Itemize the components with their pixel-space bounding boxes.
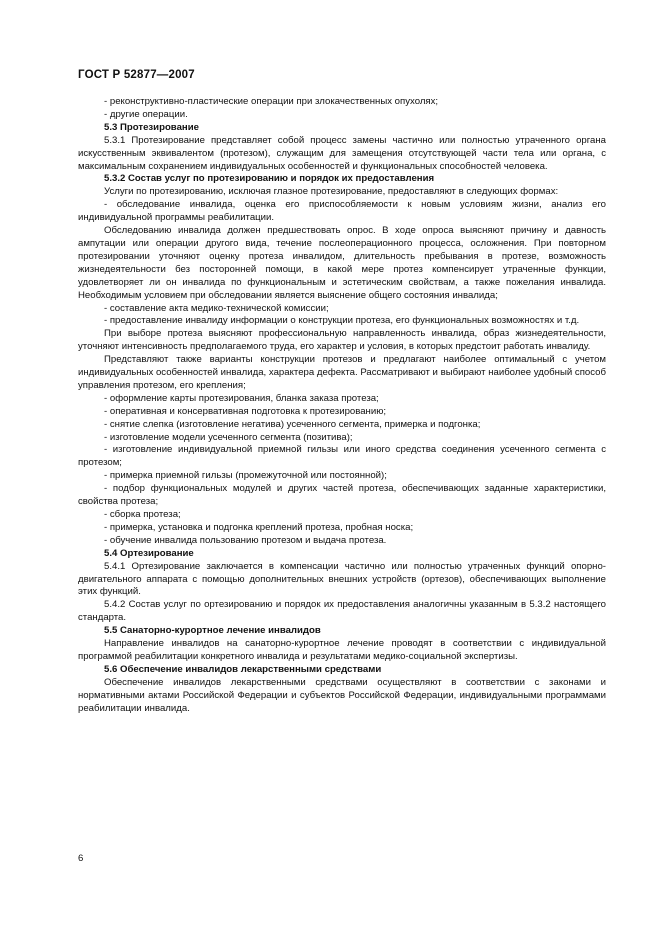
paragraph: - снятие слепка (изготовление негатива) усеченного сегмента, примерка и подгонка; xyxy=(104,418,481,430)
paragraph: - изготовление модели усеченного сегмента (позитива); xyxy=(104,431,353,443)
paragraph: Направление инвалидов на санаторно-курортное лечение проводят в соответствии с индивидуальной программой реабилитации конкретного инвалида и результатами медико-социальной экспертизы. xyxy=(78,638,606,662)
paragraph: Обеспечение инвалидов лекарственными средствами осуществляют в соответствии с законами и нормативными актами Российской Федерации и субъектов Российской Федерации, индивидуальными программами реабилитации инвалида. xyxy=(78,676,606,714)
paragraph: - другие операции. xyxy=(104,108,188,120)
section-heading: 5.3.2 Состав услуг по протезированию и порядок их предоставления xyxy=(104,173,435,185)
section-heading: 5.4 Ортезирование xyxy=(104,547,194,559)
paragraph: При выборе протеза выясняют профессиональную направленность инвалида, образ жизнедеятельности, уточняют интенсивность предполагаемого труда, его характер и условия, в которых предстоит работать инвалиду. xyxy=(78,328,606,353)
section-heading: 5.5 Санаторно-курортное лечение инвалидов xyxy=(104,625,321,637)
paragraph: 5.4.1 Ортезирование заключается в компенсации частично или полностью утраченных функций опорно-двигательного аппарата с помощью дополнительных внешних устройств (ортезов), обеспечивающих выполнение этих функций. xyxy=(78,560,606,598)
paragraph: - составление акта медико-технической комиссии; xyxy=(104,302,329,314)
paragraph: Услуги по протезированию, исключая глазное протезирование, предоставляют в следующих формах: xyxy=(104,186,559,198)
paragraph: - обучение инвалида пользованию протезом и выдача протеза. xyxy=(104,534,387,546)
paragraph: Обследованию инвалида должен предшествовать опрос. В ходе опроса выясняют причину и давность ампутации или операции другого вида, течение послеоперационного процесса, осложнения. При повторном протезировании уточняют оценку протеза инвалидом, длительность пребывания в протезе, возможность жизнедеятельности без посторонней помощи, в какой мере протез компенсирует утраченные функции, удовлетворяет ли он инвалида по функциональным и эстетическим свойствам, а также пожелания инвалида. Необходимым условием при обследовании является выяснение общего состояния инвалида; xyxy=(78,225,606,301)
paragraph: 5.4.2 Состав услуг по ортезированию и порядок их предоставления аналогичны указанным в 5.3.2 настоящего стандарта. xyxy=(78,599,606,624)
document-header: ГОСТ Р 52877—2007 xyxy=(78,69,195,81)
section-heading: 5.3 Протезирование xyxy=(104,121,199,133)
paragraph: - примерка приемной гильзы (промежуточной или постоянной); xyxy=(104,470,387,482)
section-heading: 5.6 Обеспечение инвалидов лекарственными средствами xyxy=(104,663,382,675)
document-body xyxy=(78,96,606,716)
paragraph: 5.3.1 Протезирование представляет собой процесс замены частично или полностью утраченного органа искусственным эквивалентом (протезом), служащим для замещения отсутствующей части тела или органа, с максимальным сохранением индивидуальных особенностей и функциональных способностей человека. xyxy=(78,134,606,172)
paragraph: - подбор функциональных модулей и других частей протеза, обеспечивающих заданные характеристики, свойства протеза; xyxy=(78,483,606,508)
paragraph: - реконструктивно-пластические операции при злокачественных опухолях; xyxy=(104,96,439,107)
page-number: 6 xyxy=(78,853,84,864)
paragraph: - предоставление инвалиду информации о конструкции протеза, его функциональных возможностях и т.д. xyxy=(104,315,580,327)
paragraph: - примерка, установка и подгонка креплений протеза, пробная носка; xyxy=(104,521,414,533)
paragraph: - оформление карты протезирования, бланка заказа протеза; xyxy=(104,392,379,404)
paragraph: - оперативная и консервативная подготовка к протезированию; xyxy=(104,405,387,417)
paragraph: - сборка протеза; xyxy=(104,509,181,520)
paragraph: Представляют также варианты конструкции протезов и предлагают наиболее оптимальный с учетом индивидуальных особенностей инвалида, характера дефекта. Рассматривают и выбирают наиболее удобный способ управления протезом, его крепления; xyxy=(78,354,606,391)
paragraph: - обследование инвалида, оценка его приспособляемости к новым условиям жизни, анализ его индивидуальной программы реабилитации. xyxy=(78,199,606,224)
paragraph: - изготовление индивидуальной приемной гильзы или иного средства соединения усеченного сегмента с протезом; xyxy=(78,444,606,469)
